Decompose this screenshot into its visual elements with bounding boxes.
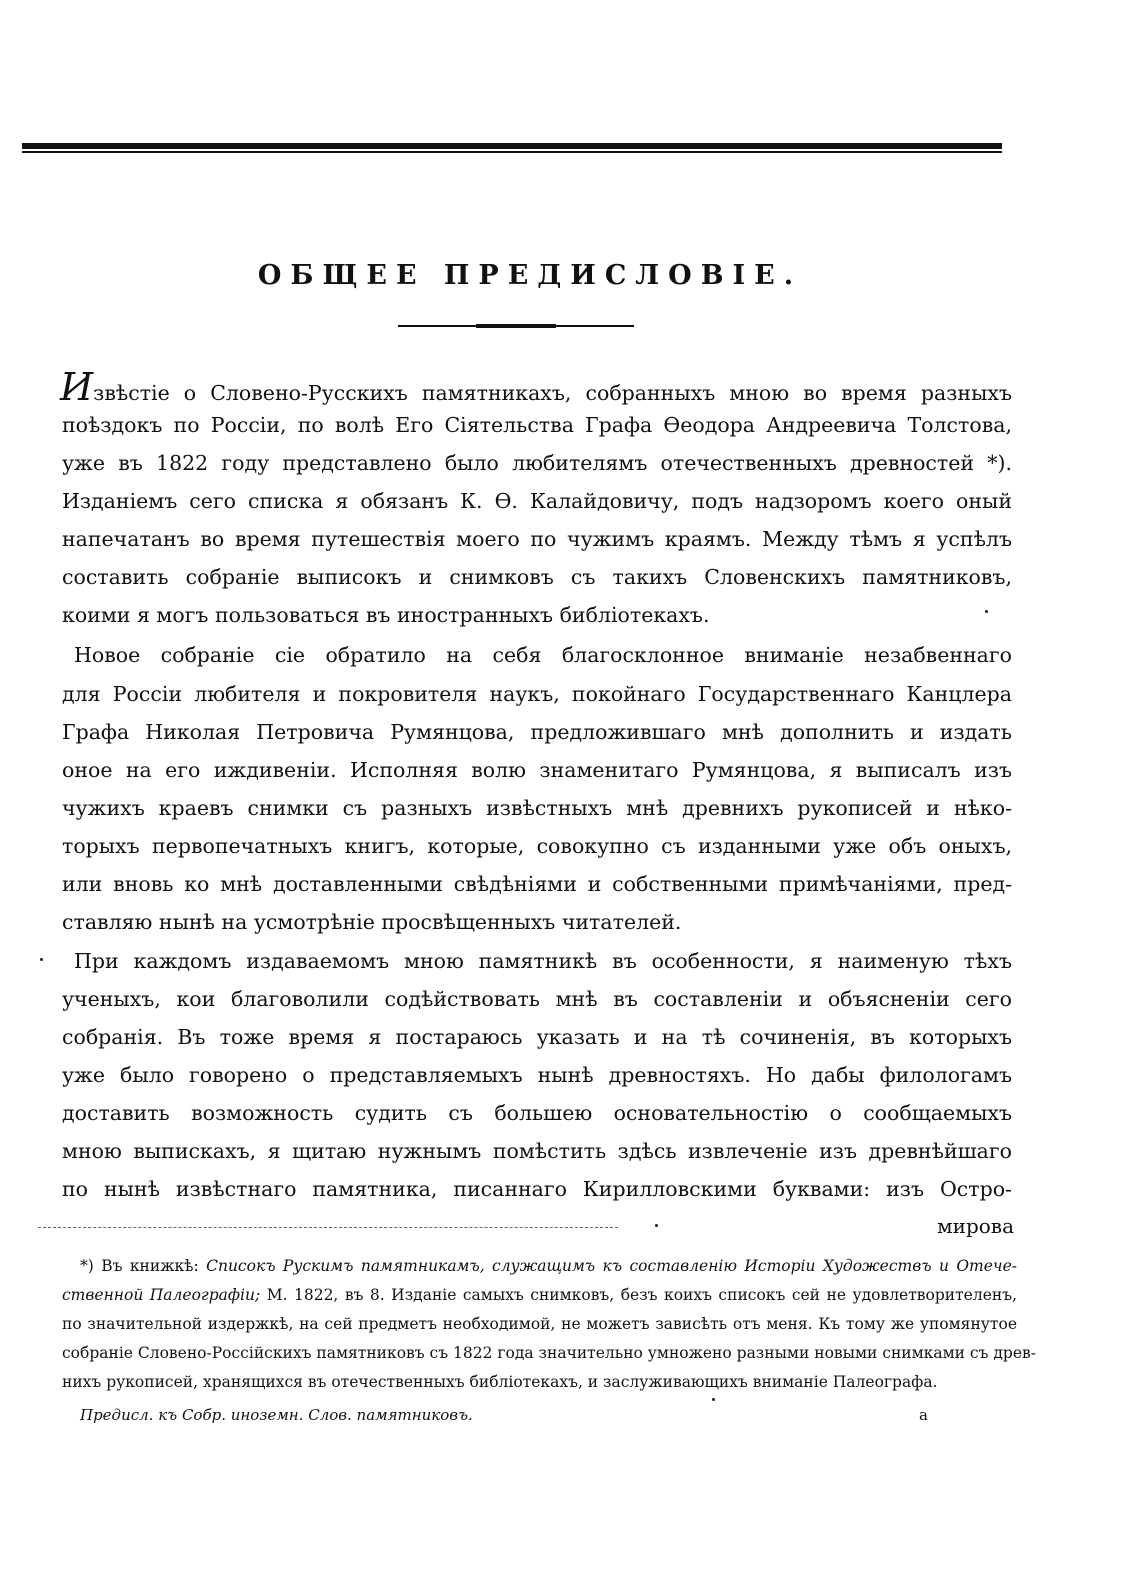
catchword: мирова — [937, 1214, 1014, 1238]
print-speck — [40, 958, 43, 961]
body-line-text: звѣстіе о Словено-Русскихъ памятникахъ, собранныхъ мною во время разныхъ — [93, 381, 1012, 405]
body-line — [60, 365, 1012, 409]
body-line: для Россіи любителя и покровителя наукъ, покойнаго Государственнаго Канцлера — [62, 682, 1012, 706]
page-title: ОБЩЕЕ ПРЕДИСЛОВІЕ. — [257, 260, 803, 291]
header-double-rule — [22, 143, 1012, 153]
print-speck — [985, 610, 988, 613]
catchword-row — [38, 1212, 1014, 1240]
body-line: поѣздокъ по Россіи, по волѣ Его Сіятельства Графа Ѳеодора Андреевича Толстова, — [62, 413, 1012, 437]
body-line: напечатанъ во время путешествія моего по чужимъ краямъ. Между тѣмъ я успѣлъ — [62, 527, 1012, 551]
footnote-line — [80, 1252, 1017, 1281]
body-line: ставляю нынѣ на усмотрѣніе просвѣщенныхъ читателей. — [62, 910, 682, 934]
body-line: оное на его иждивеніи. Исполняя волю знаменитаго Румянцова, я выписалъ изъ — [62, 758, 1012, 782]
body-line: мною выпискахъ, я щитаю нужнымъ помѣстить здѣсь извлеченіе изъ древнѣйшаго — [62, 1139, 1012, 1163]
footnote-text: М. 1822, въ 8. Изданіе самыхъ снимковъ, безъ коихъ списокъ сей не удовлетворителенъ, — [266, 1286, 1017, 1304]
signature-mark: a — [919, 1406, 928, 1424]
catchword-dashed-rule — [38, 1227, 618, 1228]
footnote-line: по значительной издержкѣ, на сей предметъ необходимой, не можетъ зависѣть отъ меня. Къ тому же упомянутое — [62, 1315, 1017, 1333]
body-line: собранія. Въ тоже время я постараюсь указать и на тѣ сочиненія, въ которыхъ — [62, 1025, 1012, 1049]
footnote-prefix: Въ книжкѣ: — [101, 1257, 199, 1275]
print-speck — [655, 1224, 658, 1227]
body-line: или вновь ко мнѣ доставленными свѣдѣніями и собственными примѣчаніями, пред- — [62, 872, 1012, 896]
body-line: чужихъ краевъ снимки съ разныхъ извѣстныхъ мнѣ древнихъ рукописей и нѣко- — [62, 796, 1012, 820]
running-footer-title: Предисл. къ Собр. иноземн. Слов. памятниковъ. — [80, 1406, 473, 1424]
footnote-line — [62, 1281, 1017, 1310]
body-line: доставить возможность судить съ большею основательностію о сообщаемыхъ — [62, 1101, 1012, 1125]
footnote-line: нихъ рукописей, хранящихся въ отечественныхъ библіотекахъ, и заслуживающихъ вниманіе Палеографа. — [62, 1373, 938, 1391]
title-ornament-rule — [398, 325, 634, 327]
body-line: Графа Николая Петровича Румянцова, предложившаго мнѣ дополнить и издать — [62, 720, 1012, 744]
drop-capital: И — [60, 365, 94, 409]
body-line: ученыхъ, кои благоволили содѣйствовать мнѣ въ составленіи и объясненіи сего — [62, 987, 1012, 1011]
body-line: уже въ 1822 году представлено было любителямъ отечественныхъ древностей *). — [62, 451, 1012, 475]
body-line: уже было говорено о представляемыхъ нынѣ древностяхъ. Но дабы филологамъ — [62, 1063, 1012, 1087]
body-line: коими я могъ пользоваться въ иностранныхъ библіотекахъ. — [62, 603, 710, 627]
header-rule-thick — [22, 143, 1002, 149]
body-line: Новое собраніе сіе обратило на себя благосклонное вниманіе незабвеннаго — [74, 643, 1012, 667]
header-rule-thin — [22, 151, 1002, 153]
footnote-book-title-end: ственной Палеографіи; — [62, 1286, 261, 1304]
footnote-book-title: Списокъ Рускимъ памятникамъ, служащимъ къ составленію Исторіи Художествъ и Отече- — [206, 1257, 1017, 1275]
print-speck — [712, 1398, 715, 1401]
footnote-line: собраніе Словено-Россійскихъ памятниковъ съ 1822 года значительно умножено разными новыми снимками съ древ- — [62, 1344, 1036, 1362]
body-line: Изданіемъ сего списка я обязанъ К. Ѳ. Калайдовичу, подъ надзоромъ коего оный — [62, 489, 1012, 513]
body-line: При каждомъ издаваемомъ мною памятникѣ въ особенности, я наименую тѣхъ — [74, 949, 1012, 973]
body-line: по нынѣ извѣстнаго памятника, писаннаго Кирилловскими буквами: изъ Остро- — [62, 1177, 1012, 1201]
footnote-marker: *) — [80, 1257, 94, 1275]
body-line: составить собраніе выписокъ и снимковъ съ такихъ Словенскихъ памятниковъ, — [62, 565, 1012, 589]
body-line: торыхъ первопечатныхъ книгъ, которые, совокупно съ изданными уже объ оныхъ, — [62, 834, 1012, 858]
